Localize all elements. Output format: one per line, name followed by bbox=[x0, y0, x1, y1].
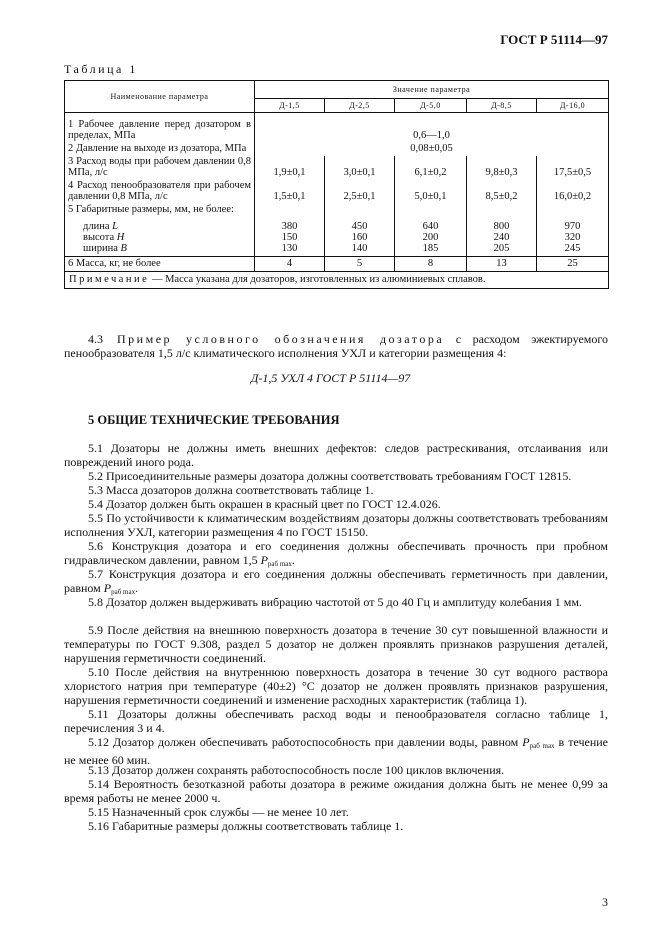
cell-value: 130 bbox=[255, 243, 325, 257]
row-value-operating-pressure: 0,6—1,0 bbox=[255, 119, 609, 143]
clause-5-13: 5.13 Дозатор должен сохранять работоспособность после 100 циклов включения. bbox=[88, 763, 505, 777]
column-header-value: Значение параметра bbox=[255, 81, 609, 99]
table-row bbox=[65, 119, 609, 143]
clause-5-9: 5.9 После действия на внешнюю поверхность дозатора в течение 30 сут повышенной влажности и температуры по ГОСТ 9.308, раздел 5 дозатор не должен проявлять признаков разрушения деталей, нарушения герметичности соединений. bbox=[64, 623, 608, 665]
row-name-width: ширина B bbox=[65, 243, 255, 257]
clause-5-3: 5.3 Масса дозаторов должна соответствовать таблице 1. bbox=[88, 483, 374, 497]
row-name-operating-pressure: 1 Рабочее давление перед дозатором в пределах, МПа bbox=[65, 119, 255, 143]
parameters-table bbox=[64, 80, 609, 289]
cell-value: 25 bbox=[537, 257, 609, 272]
clause-5-4: 5.4 Дозатор должен быть окрашен в красный цвет по ГОСТ 12.4.026. bbox=[88, 497, 441, 511]
cell-value: 1,5±0,1 bbox=[255, 180, 325, 204]
clause-5-6: 5.6 Конструкция дозатора и его соединения должны обеспечивать прочность при пробном гидравлическом давлении, равном 1,5 $P_{раб max}$. bbox=[64, 539, 608, 568]
column-header-model: Д-1,5 bbox=[255, 99, 325, 113]
row-name-length: длина L bbox=[65, 221, 255, 232]
clause-5-12: 5.12 Дозатор должен обеспечивать работоспособность при давлении воды, равном $P_{раб max}$ в течение не менее 60 мин. bbox=[64, 735, 609, 767]
table-row bbox=[65, 156, 609, 180]
clause-5-14: 5.14 Вероятность безотказной работы дозатора в режиме ожидания должна быть не менее 0,99 за время работы не менее 2000 ч. bbox=[64, 777, 608, 805]
clause-5-7: 5.7 Конструкция дозатора и его соединения должны обеспечивать герметичность при давлении, равном $P_{раб max}$. bbox=[64, 567, 608, 596]
column-header-model: Д-8,5 bbox=[467, 99, 537, 113]
table-row bbox=[65, 143, 609, 156]
cell-value: 17,5±0,5 bbox=[537, 156, 609, 180]
clause-5-15: 5.15 Назначенный срок службы — не менее 10 лет. bbox=[88, 805, 349, 819]
table-row bbox=[65, 204, 609, 221]
cell-value: 8,5±0,2 bbox=[467, 180, 537, 204]
note-prefix: Примечание bbox=[69, 274, 150, 285]
row-name-foam-flow: 4 Расход пенообразователя при рабочем давлении 0,8 МПа, л/с bbox=[65, 180, 255, 204]
cell-value: 16,0±0,2 bbox=[537, 180, 609, 204]
clause-5-8: 5.8 Дозатор должен выдерживать вибрацию частотой от 5 до 40 Гц и амплитуду колебания 1 мм. bbox=[88, 595, 582, 609]
row-name-mass: 6 Масса, кг, не более bbox=[65, 257, 255, 272]
clause-5-16: 5.16 Габаритные размеры должны соответствовать таблице 1. bbox=[88, 819, 404, 833]
table-row bbox=[65, 180, 609, 204]
designation-example: Д-1,5 УХЛ 4 ГОСТ Р 51114—97 bbox=[250, 371, 411, 385]
clause-5-11: 5.11 Дозаторы должны обеспечивать расход воды и пенообразователя согласно таблице 1, перечисления 3 и 4. bbox=[64, 707, 608, 735]
cell-value: 450 bbox=[325, 221, 395, 232]
cell-value: 3,0±0,1 bbox=[325, 156, 395, 180]
cell-value: 5,0±0,1 bbox=[395, 180, 467, 204]
row-name-height: высота H bbox=[65, 232, 255, 243]
cell-value: 800 bbox=[467, 221, 537, 232]
row-value-outlet-pressure: 0,08±0,05 bbox=[255, 143, 609, 156]
clause-5-1: 5.1 Дозаторы не должны иметь внешних дефектов: следов растрескивания, отслаивания или повреждений иного рода. bbox=[64, 441, 608, 469]
cell-value: 5 bbox=[325, 257, 395, 272]
cell-value: 160 bbox=[325, 232, 395, 243]
cell-value: 1,9±0,1 bbox=[255, 156, 325, 180]
column-header-model: Д-5,0 bbox=[395, 99, 467, 113]
cell-value: 970 bbox=[537, 221, 609, 232]
document-code-header: ГОСТ Р 51114—97 bbox=[500, 32, 608, 47]
cell-value: 4 bbox=[255, 257, 325, 272]
cell-value: 13 bbox=[467, 257, 537, 272]
table-caption: Таблица 1 bbox=[64, 62, 138, 76]
cell-value: 245 bbox=[537, 243, 609, 257]
column-header-parameter: Наименование параметра bbox=[65, 81, 255, 113]
table-row bbox=[65, 232, 609, 243]
clause-5-2: 5.2 Присоединительные размеры дозатора должны соответствовать требованиям ГОСТ 12815. bbox=[88, 469, 572, 483]
table-note-row bbox=[65, 272, 609, 289]
row-name-dimensions: 5 Габаритные размеры, мм, не более: bbox=[65, 204, 255, 221]
cell-value: 185 bbox=[395, 243, 467, 257]
table-note bbox=[65, 272, 609, 289]
cell-value: 205 bbox=[467, 243, 537, 257]
cell-value: 2,5±0,1 bbox=[325, 180, 395, 204]
table-row bbox=[65, 243, 609, 257]
cell-value: 640 bbox=[395, 221, 467, 232]
column-header-model: Д-2,5 bbox=[325, 99, 395, 113]
cell-value: 8 bbox=[395, 257, 467, 272]
note-text: — Масса указана для дозаторов, изготовленных из алюминиевых сплавов. bbox=[149, 274, 486, 285]
cell-value: 6,1±0,2 bbox=[395, 156, 467, 180]
clause-5-10: 5.10 После действия на внутреннюю поверхность дозатора в течение 30 сут водного раствора хлористого натрия при температуре (40±2) °С дозатор не должен проявлять признаков разрушения, нарушения герметичности соединений и изменение расходных характеристик (таблица 1). bbox=[64, 665, 608, 707]
page-number: 3 bbox=[602, 895, 608, 909]
cell-value: 200 bbox=[395, 232, 467, 243]
clause-5-5: 5.5 По устойчивости к климатическим воздействиям дозаторы должны соответствовать требованиям исполнения УХЛ, категории размещения 4 по ГОСТ 15150. bbox=[64, 511, 608, 539]
row-name-water-flow: 3 Расход воды при рабочем давлении 0,8 МПа, л/с bbox=[65, 156, 255, 180]
section-title: 5 ОБЩИЕ ТЕХНИЧЕСКИЕ ТРЕБОВАНИЯ bbox=[88, 413, 340, 427]
cell-value: 150 bbox=[255, 232, 325, 243]
cell-value: 140 bbox=[325, 243, 395, 257]
cell-value: 320 bbox=[537, 232, 609, 243]
table-row bbox=[65, 221, 609, 232]
cell-value: 9,8±0,3 bbox=[467, 156, 537, 180]
cell-value: 380 bbox=[255, 221, 325, 232]
cell-value: 240 bbox=[467, 232, 537, 243]
clause-4-3: 4.3 Пример условного обозначения дозатора с расходом эжектируемого пенообразователя 1,5 л/с климатического исполнения УХЛ и категории размещения 4: bbox=[64, 332, 608, 360]
column-header-model: Д-16,0 bbox=[537, 99, 609, 113]
row-name-outlet-pressure: 2 Давление на выходе из дозатора, МПа bbox=[65, 143, 255, 156]
table-row bbox=[65, 257, 609, 272]
